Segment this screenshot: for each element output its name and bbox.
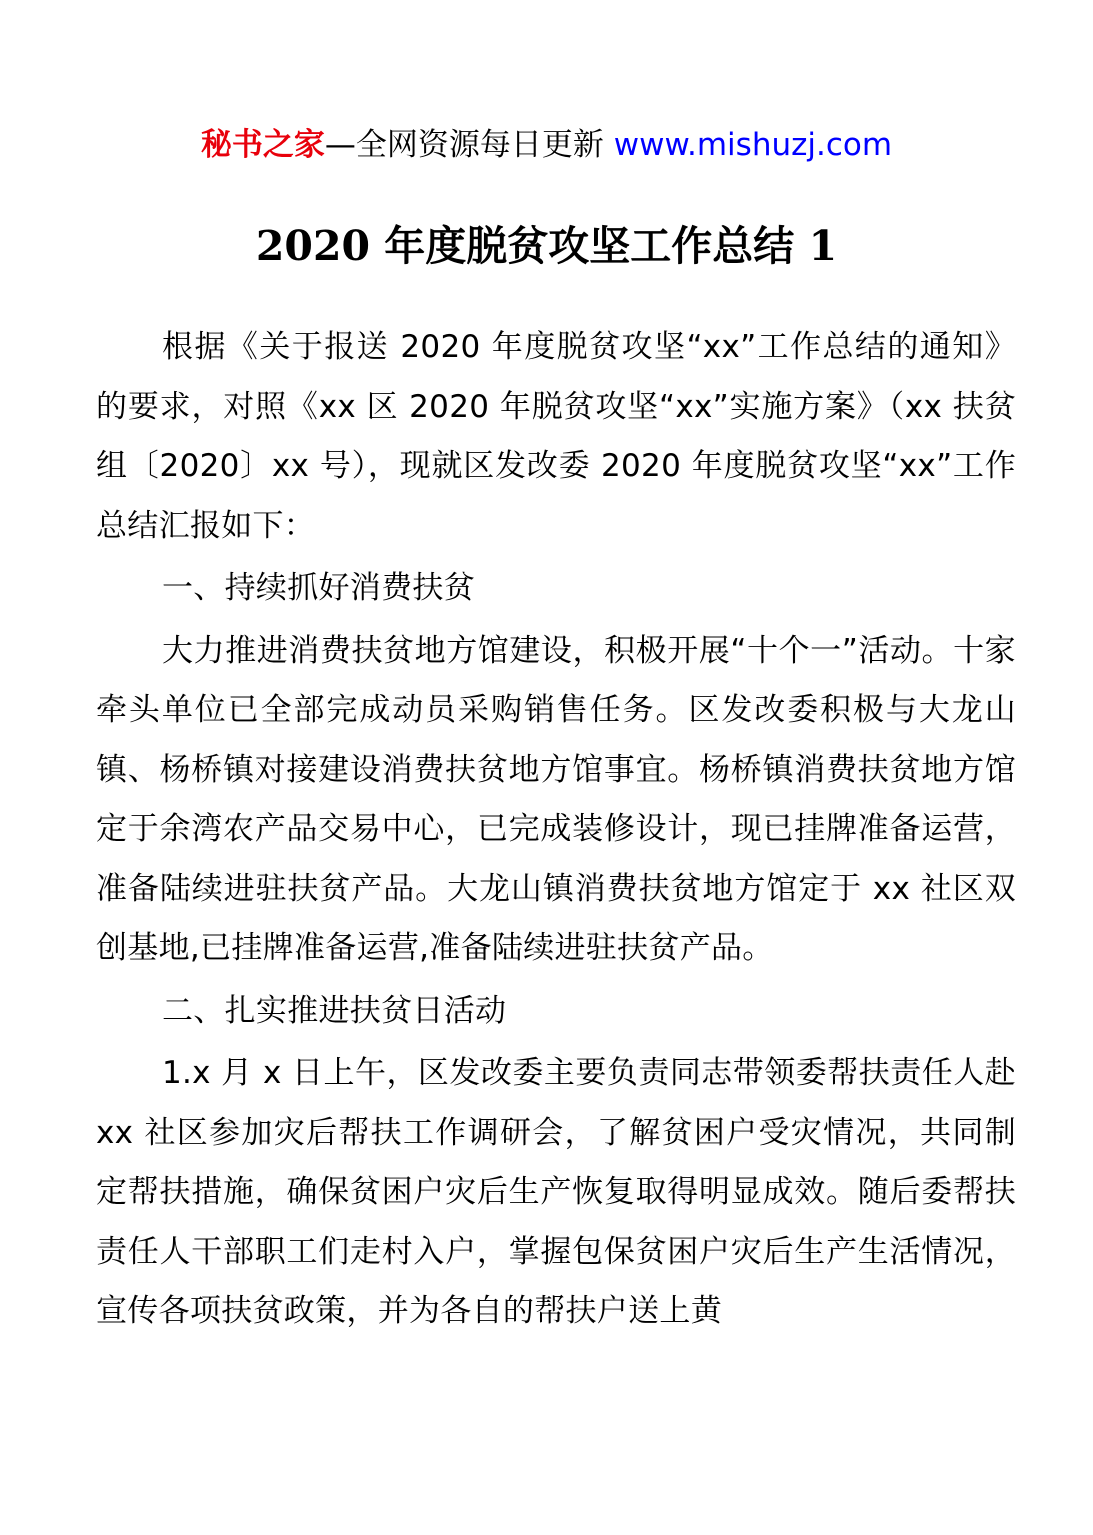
site-header [0, 122, 1093, 168]
section-heading-1: 一、持续抓好消费扶贫 [162, 570, 475, 606]
site-tagline: —全网资源每日更新 [324, 127, 604, 163]
paragraph-intro: 根据《关于报送 2020 年度脱贫攻坚“xx”工作总结的通知》的要求，对照《xx 区 2020 年脱贫攻坚“xx”实施方案》（xx 扶贫组〔2020〕xx 号），现就区发改委 2020 年度脱贫攻坚“xx”工作总结汇报如下： [96, 329, 1016, 544]
site-url-link[interactable]: www.mishuzj.com [613, 127, 893, 163]
paragraph-consumption: 大力推进消费扶贫地方馆建设，积极开展“十个一”活动。十家牵头单位已全部完成动员采购销售任务。区发改委积极与大龙山镇、杨桥镇对接建设消费扶贫地方馆事宜。杨桥镇消费扶贫地方馆定于余湾农产品交易中心，已完成装修设计，现已挂牌准备运营，准备陆续进驻扶贫产品。大龙山镇消费扶贫地方馆定于 xx 社区双创基地,已挂牌准备运营,准备陆续进驻扶贫产品。 [96, 632, 1016, 966]
section-heading-2: 二、扎实推进扶贫日活动 [162, 992, 507, 1029]
paragraph-poverty-day: 1.x 月 x 日上午，区发改委主要负责同志带领委帮扶责任人赴 xx 社区参加灾后帮扶工作调研会，了解贫困户受灾情况，共同制定帮扶措施，确保贫困户灾后生产恢复取得明显成效。随后委帮扶责任人干部职工们走村入户，掌握包保贫困户灾后生产生活情况，宣传各项扶贫政策，并为各自的帮扶户送上黄 [96, 1055, 1016, 1329]
document-body [96, 318, 1016, 1342]
site-brand: 秘书之家 [200, 127, 325, 163]
document-title: 2020 年度脱贫攻坚工作总结 1 [255, 222, 838, 270]
